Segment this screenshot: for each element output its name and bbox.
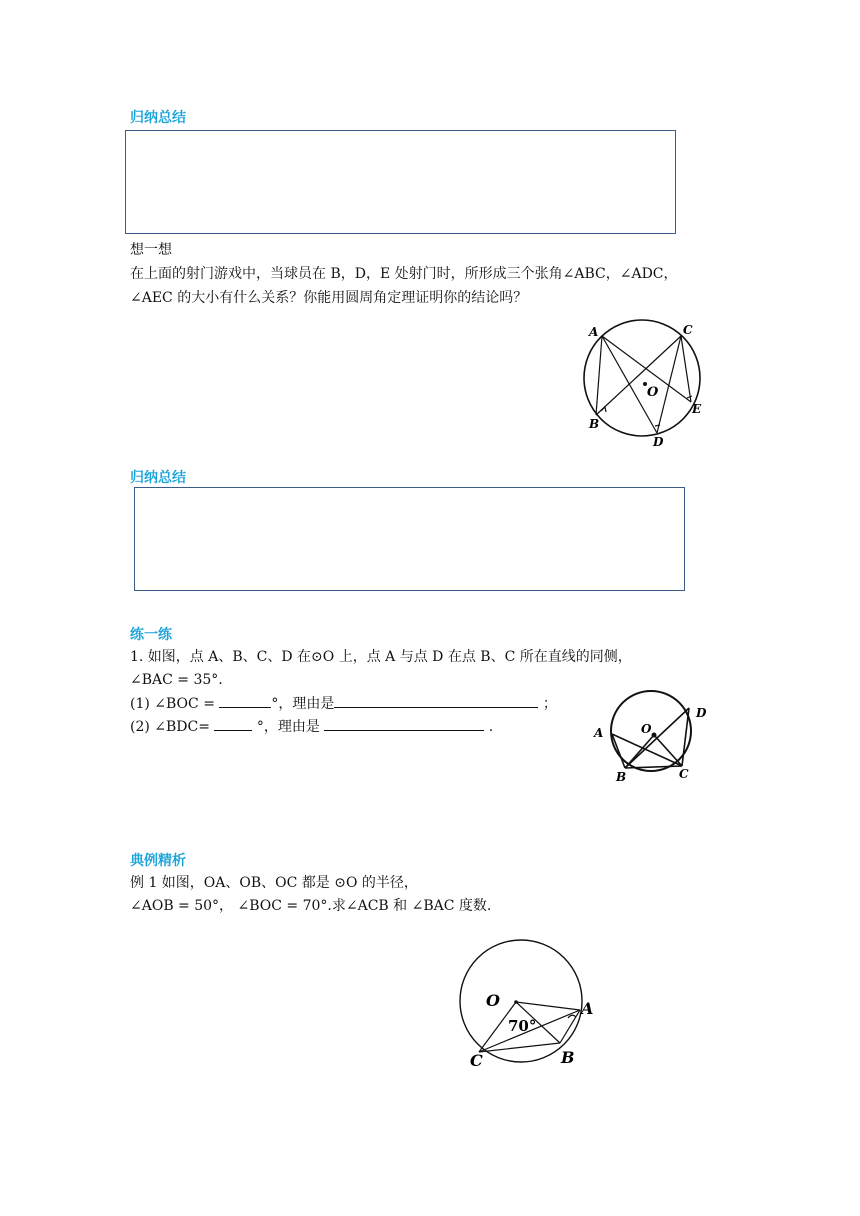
q1-end: ； [542, 696, 557, 712]
fig3-angle-label: 70° [508, 1017, 537, 1035]
q1-mid: °，理由是 [271, 696, 335, 712]
fig3-circle [460, 940, 582, 1062]
fig1-label-c: C [683, 323, 693, 337]
q2-reason-blank[interactable] [324, 716, 484, 731]
fig2-label-d: D [696, 706, 707, 720]
practice-question-1 [130, 693, 557, 714]
fig1-label-o: O [647, 385, 659, 400]
summary-box-2[interactable] [134, 487, 685, 591]
q1-prefix: (1) ∠BOC = [130, 696, 215, 712]
practice-line-2: ∠BAC = 35°. [130, 672, 223, 688]
fig1-label-e: E [692, 402, 702, 416]
figure-circle-abcd [585, 686, 715, 786]
think-line-1: 在上面的射门游戏中，当球员在 B，D，E 处射门时，所形成三个张角∠ABC，∠ADC， [130, 266, 678, 282]
fig1-label-b: B [589, 417, 600, 431]
q2-angle-blank[interactable] [214, 716, 252, 731]
fig3-label-a: A [581, 999, 594, 1018]
practice-question-2 [130, 716, 493, 737]
fig3-label-c: C [470, 1051, 483, 1070]
q1-reason-blank[interactable] [334, 693, 538, 708]
fig1-label-a: A [589, 325, 599, 339]
summary-box-1[interactable] [125, 130, 676, 234]
fig2-label-b: B [616, 770, 627, 784]
summary-heading-1: 归纳总结 [130, 110, 186, 126]
example-heading: 典例精析 [130, 853, 186, 869]
practice-heading: 练一练 [130, 627, 172, 643]
think-line-2: ∠AEC 的大小有什么关系？你能用圆周角定理证明你的结论吗？ [130, 290, 528, 306]
fig1-label-d: D [653, 435, 664, 449]
q2-prefix: (2) ∠BDC= [130, 719, 210, 735]
q2-end: . [488, 719, 494, 735]
fig3-label-o: O [486, 991, 500, 1010]
fig2-label-a: A [594, 726, 604, 740]
figure-circle-oab [450, 937, 600, 1072]
summary-heading-2: 归纳总结 [130, 470, 186, 486]
q2-mid: °，理由是 [256, 719, 320, 735]
fig2-label-o: O [641, 722, 652, 736]
example-line-1: 例 1 如图，OA、OB、OC 都是 ⊙O 的半径， [130, 875, 418, 891]
example-line-2: ∠AOB = 50°， ∠BOC = 70°.求∠ACB 和 ∠BAC 度数. [130, 898, 492, 914]
fig3-label-b: B [561, 1048, 575, 1067]
q1-angle-blank[interactable] [219, 693, 271, 708]
practice-line-1: 1. 如图，点 A、B、C、D 在⊙O 上，点 A 与点 D 在点 B、C 所在直线的同侧， [130, 649, 632, 665]
figure-circle-abcde [575, 318, 715, 453]
fig2-label-c: C [679, 767, 689, 781]
think-title: 想一想 [130, 242, 172, 258]
